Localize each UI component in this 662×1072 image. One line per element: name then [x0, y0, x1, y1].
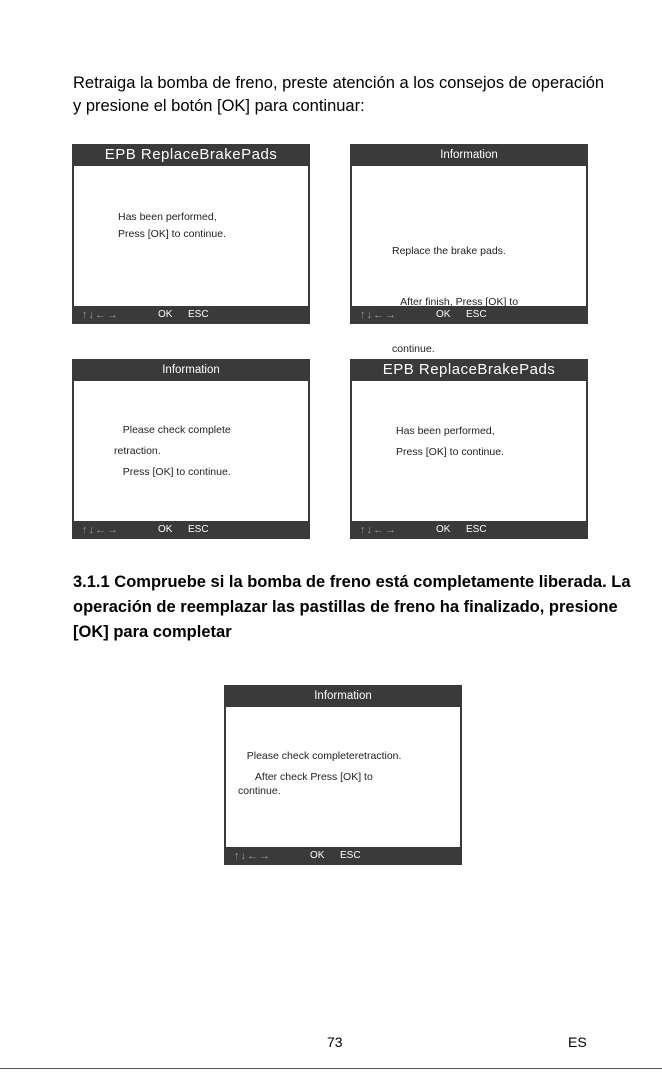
screen-title: Information — [314, 690, 372, 702]
arrow-keys-icon: ↑↓←→ — [82, 524, 119, 536]
arrow-keys-icon: ↑↓←→ — [360, 309, 397, 321]
screen-line: Press [OK] to continue. — [118, 228, 226, 240]
esc-label: ESC — [466, 309, 487, 320]
ok-label: OK — [158, 309, 173, 320]
device-screen-3 — [72, 359, 310, 539]
screen-footer — [350, 521, 588, 539]
arrow-keys-icon: ↑↓←→ — [82, 309, 119, 321]
arrow-keys-icon: ↑↓←→ — [360, 524, 397, 536]
esc-label: ESC — [188, 309, 209, 320]
screen-body — [352, 381, 586, 521]
screen-title: EPB ReplaceBrakePads — [382, 361, 556, 378]
screen-body — [74, 166, 308, 306]
screen-line: After finish, Press [OK] to — [392, 296, 519, 308]
ok-label: OK — [436, 524, 451, 535]
device-screen-1 — [72, 144, 310, 324]
device-screen-2 — [350, 144, 588, 355]
ok-label: OK — [158, 524, 173, 535]
section-heading: 3.1.1 Compruebe si la bomba de freno está completamente liberada. La operación de reemplazar las pastillas de freno ha finalizado, presione [OK] para completar — [73, 573, 631, 641]
screen-line: Please check complete — [114, 424, 231, 436]
arrow-keys-icon: ↑↓←→ — [234, 850, 271, 862]
esc-label: ESC — [340, 850, 361, 861]
screen-line: continue. — [392, 343, 435, 355]
bottom-divider — [0, 1068, 662, 1069]
screen-body — [226, 707, 460, 847]
screen-line: Has been performed, — [396, 425, 495, 437]
screen-line: Press [OK] to continue. — [396, 446, 504, 458]
screen-line: Has been performed, — [118, 211, 217, 223]
screen-footer — [72, 521, 310, 539]
intro-paragraph: Retraiga la bomba de freno, preste atención a los consejos de operación y presione el botón [OK] para continuar: — [73, 74, 605, 115]
language-code: ES — [568, 1034, 587, 1050]
screen-line: retraction. — [114, 445, 161, 457]
screen-line: Please check completeretraction. — [238, 750, 402, 762]
page-number: 73 — [327, 1034, 343, 1050]
device-screen-5 — [224, 685, 462, 865]
screen-footer — [224, 847, 462, 865]
screen-body — [74, 381, 308, 521]
ok-label: OK — [436, 309, 451, 320]
screen-title: EPB ReplaceBrakePads — [104, 146, 278, 163]
screen-line: continue. — [238, 785, 281, 797]
screen-footer — [350, 306, 588, 324]
esc-label: ESC — [188, 524, 209, 535]
screen-title: Information — [162, 364, 220, 376]
screen-line: Replace the brake pads. — [392, 245, 506, 257]
esc-label: ESC — [466, 524, 487, 535]
device-screen-4 — [350, 359, 588, 539]
screen-line: Press [OK] to continue. — [114, 466, 231, 478]
ok-label: OK — [310, 850, 325, 861]
screen-footer — [72, 306, 310, 324]
screen-line: After check Press [OK] to — [238, 771, 373, 783]
screen-title: Information — [440, 149, 498, 161]
